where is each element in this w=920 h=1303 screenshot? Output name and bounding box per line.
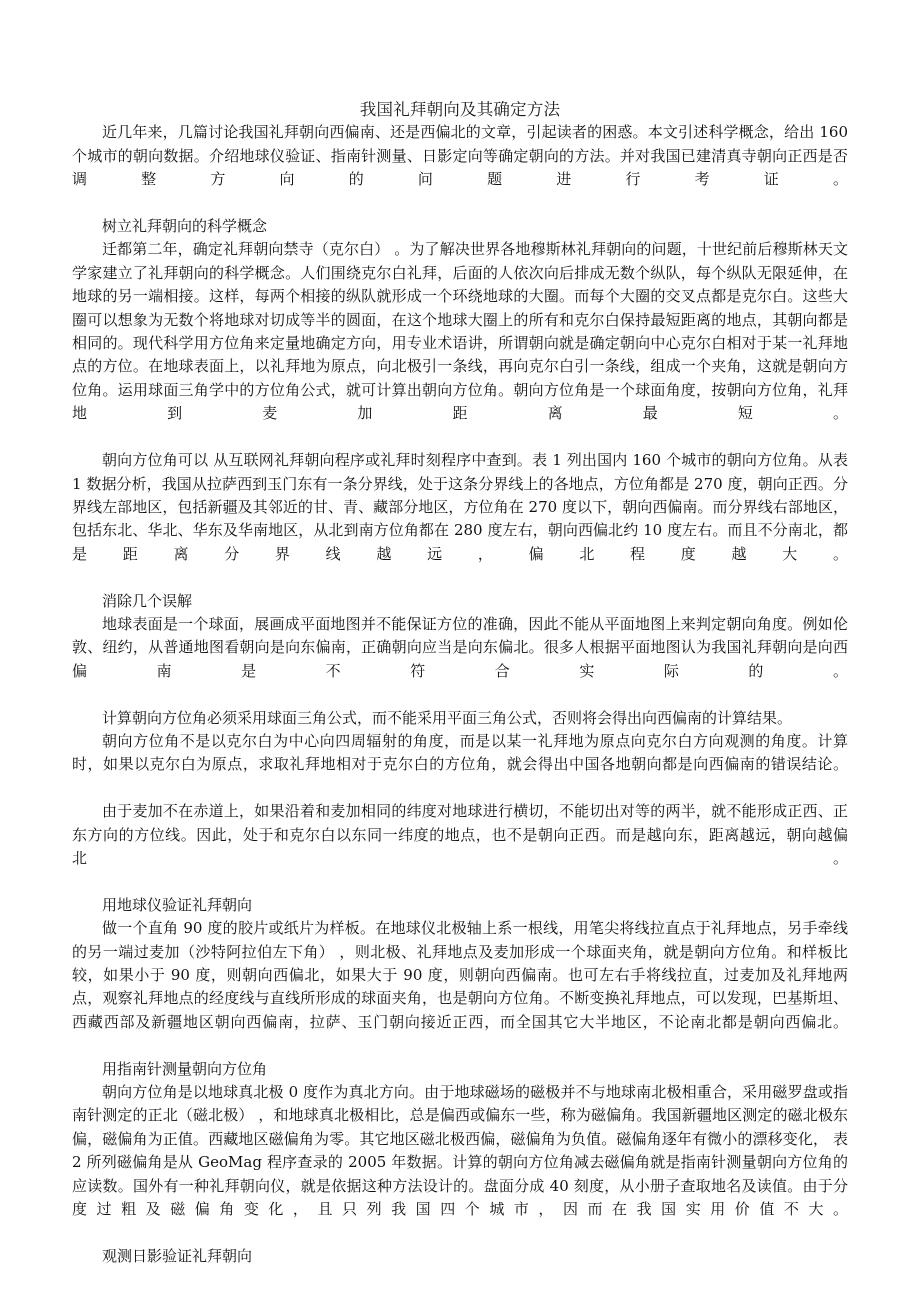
document-body (72, 98, 848, 1268)
section-heading-scientific-concept: 树立礼拜朝向的科学概念 (102, 217, 268, 236)
section-heading-globe-verification: 用地球仪验证礼拜朝向 (102, 895, 253, 914)
paragraph-mecca-latitude: 由于麦加不在赤道上，如果沿着和麦加相同的纬度对地球进行横切，不能切出对等的两半，就不能形成正西、正东方向的方位线。因此，处于和克尔白以东同一纬度的地点，也不是朝向正西。而是越向东，距离越远，朝向越偏北。 (72, 802, 848, 867)
paragraph-flat-map: 地球表面是一个球面，展画成平面地图并不能保证方位的准确，因此不能从平面地图上来判定朝向角度。例如伦敦、纽约，从普通地图看朝向是向东偏南，正确朝向应当是向东偏北。很多人根据平面地图认为我国礼拜朝向是向西偏南是不符合实际的。 (72, 614, 848, 680)
paragraph-intro: 近几年来，几篇讨论我国礼拜朝向西偏南、还是西偏北的文章，引起读者的困惑。本文引述科学概念，给出 160 个城市的朝向数据。介绍地球仪验证、指南针测量、日影定向等确定朝向的方法。并对我国已建清真寺朝向正西是否调整方向的问题进行考证。 (72, 123, 848, 189)
paragraph-azimuth-table: 朝向方位角可以 从互联网礼拜朝向程序或礼拜时刻程序中查到。表 1 列出国内 160 个城市的朝向方位角。从表 1 数据分析，我国从拉萨西到玉门东有一条分界线，处于这条分界线上的各地点，方位角都是 270 度，朝向正西。分界线左部地区，包括新疆及其邻近的甘、青、藏部分地区，方位角在 270 度以下，朝向西偏南。而分界线右部地区，包括东北、华北、华东及华南地区，从北到南方位角都在 280 度左右，朝向西偏北约 10 度左右。而且不分南北，都是距离分界线越远，偏北程度越大。 (72, 451, 848, 563)
section-heading-misconceptions: 消除几个误解 (102, 591, 193, 610)
section-heading-shadow-observation: 观测日影验证礼拜朝向 (102, 1246, 253, 1265)
section-heading-compass-measurement: 用指南针测量朝向方位角 (102, 1059, 268, 1078)
paragraph-scientific-concept: 迁都第二年，确定礼拜朝向禁寺（克尔白） 。为了解决世界各地穆斯林礼拜朝向的问题，十世纪前后穆斯林天文学家建立了礼拜朝向的科学概念。人们围绕克尔白礼拜，后面的人依次向后排成无数个纵队，每个纵队无限延伸，在地球的另一端相接。这样，每两个相接的纵队就形成一个环绕地球的大圈。而每个大圈的交叉点都是克尔白。这些大圈可以想象为无数个将地球对切成等半的圆面，在这个地球大圈上的所有和克尔白保持最短距离的地点，其朝向都是相同的。现代科学用方位角来定量地确定方向，用专业术语讲，所谓朝向就是确定朝向中心克尔白相对于某一礼拜地点的方位。在地球表面上，以礼拜地为原点，向北极引一条线，再向克尔白引一条线，组成一个夹角，这就是朝向方位角。运用球面三角学中的方位角公式，就可计算出朝向方位角。朝向方位角是一个球面角度，按朝向方位角，礼拜地到麦加距离最短。 (72, 240, 848, 423)
paragraph-origin-point: 朝向方位角不是以克尔白为中心向四周辐射的角度，而是以某一礼拜地为原点向克尔白方向观测的角度。计算时，如果以克尔白为原点，求取礼拜地相对于克尔白的方位角，就会得出中国各地朝向都是向西偏南的错误结论。 (72, 731, 848, 774)
paragraph-spherical-formula: 计算朝向方位角必须采用球面三角公式，而不能采用平面三角公式，否则将会得出向西偏南的计算结果。 (102, 708, 793, 727)
paragraph-compass-method: 朝向方位角是以地球真北极 0 度作为真北方向。由于地球磁场的磁极并不与地球南北极相重合，采用磁罗盘或指南针测定的正北（磁北极） ，和地球真北极相比，总是偏西或偏东一些，称为磁偏角。我国新疆地区测定的磁北极东偏，磁偏角为正值。西藏地区磁偏角为零。其它地区磁北极西偏，磁偏角为负值。磁偏角逐年有微小的漂移变化， 表 2 所列磁偏角是从 GeoMag 程序查录的 2005 年数据。计算的朝向方位角减去磁偏角就是指南针测量朝向方位角的应读数。国外有一种礼拜朝向仪，就是依据这种方法设计的。盘面分成 40 刻度，从小册子查取地名及读值。由于分度过粗及磁偏角变化，且只列我国四个城市，因而在我国实用价值不大。 (72, 1083, 848, 1219)
page-title: 我国礼拜朝向及其确定方法 (359, 100, 561, 119)
paragraph-globe-method: 做一个直角 90 度的胶片或纸片为样板。在地球仪北极轴上系一根线，用笔尖将线拉直点于礼拜地点，另手牵线的另一端过麦加（沙特阿拉伯左下角） ，则北极、礼拜地点及麦加形成一个球面夹角，就是朝向方位角。和样板比较，如果小于 90 度，则朝向西偏北，如果大于 90 度，则朝向西偏南。也可左右手将线拉直，过麦加及礼拜地两点，观察礼拜地点的经度线与直线所形成的球面夹角，也是朝向方位角。不断变换礼拜地点，可以发现，巴基斯坦、西藏西部及新疆地区朝向西偏南，拉萨、玉门朝向接近正西，而全国其它大半地区，不论南北都是朝向西偏北。 (72, 919, 848, 1031)
